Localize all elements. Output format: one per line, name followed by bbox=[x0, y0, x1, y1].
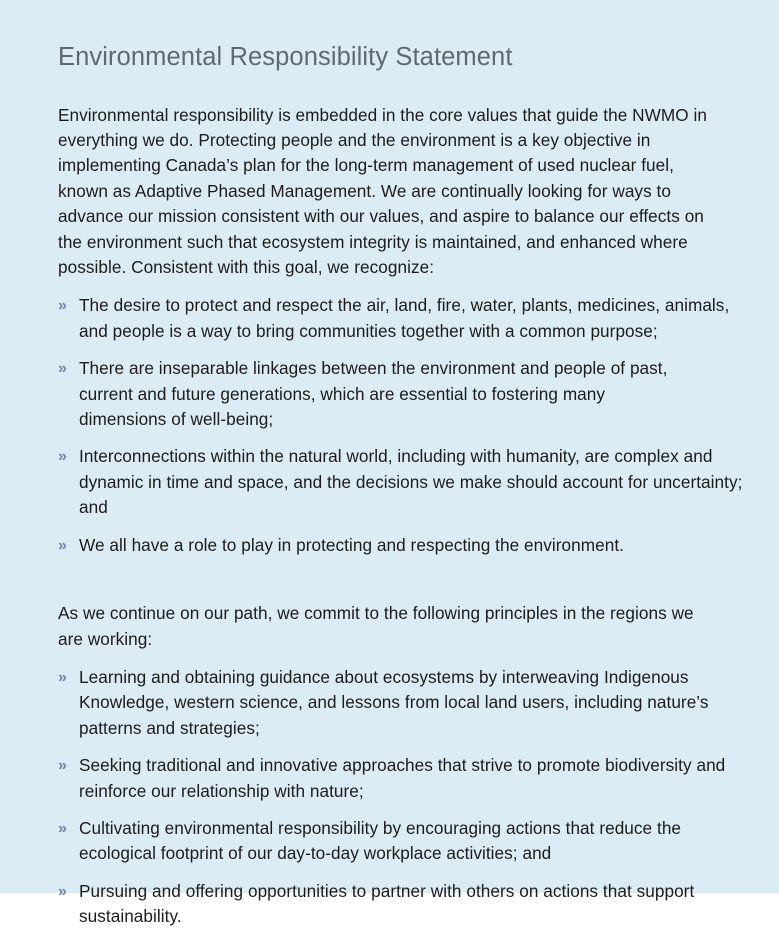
values-bullet-list bbox=[58, 293, 743, 558]
chevron-double-right-icon: » bbox=[58, 882, 67, 900]
list-item-text: Pursuing and offering opportunities to partner with others on actions that support sustainability. bbox=[79, 880, 695, 927]
list-item bbox=[58, 879, 699, 930]
chevron-double-right-icon: » bbox=[58, 757, 67, 775]
list-item bbox=[58, 444, 745, 520]
list-item-text: There are inseparable linkages between the environment and people of past, current and future generations, which are essential to fostering many dimensions of well-being; bbox=[79, 358, 668, 430]
list-item bbox=[58, 816, 739, 867]
principles-bullet-list bbox=[58, 665, 730, 930]
chevron-double-right-icon: » bbox=[58, 536, 67, 554]
chevron-double-right-icon: » bbox=[58, 819, 67, 837]
list-item-text: The desire to protect and respect the air, land, fire, water, plants, medicines, animals, and people is a way to bring communities together with a common purpose; bbox=[79, 295, 730, 341]
chevron-double-right-icon: » bbox=[58, 297, 67, 315]
list-item-text: We all have a role to play in protecting and respecting the environment. bbox=[79, 534, 625, 555]
list-item bbox=[58, 356, 693, 432]
page-title: Environmental Responsibility Statement bbox=[58, 43, 513, 71]
chevron-double-right-icon: » bbox=[58, 360, 67, 378]
intro-paragraph: Environmental responsibility is embedded in the core values that guide the NWMO in everything we do. Protecting people and the environment is a key objective in implementing Canada’s plan for the long-term management of used nuclear fuel, known as Adaptive Phased Management. We are continually looking for ways to advance our mission consistent with our values, and aspire to balance our effects on the environment such that ecosystem integrity is maintained, and enhanced where possible. Consistent with this goal, we recognize: bbox=[58, 104, 707, 278]
document-content bbox=[58, 0, 743, 930]
list-item-text: Cultivating environmental responsibility by encouraging actions that reduce the ecological footprint of our day-to-day workplace activities; and bbox=[79, 817, 682, 864]
chevron-double-right-icon: » bbox=[58, 668, 67, 686]
section-spacer bbox=[58, 558, 730, 601]
list-item bbox=[58, 665, 751, 741]
chevron-double-right-icon: » bbox=[58, 448, 67, 466]
list-item-text: Learning and obtaining guidance about ecosystems by interweaving Indigenous Knowledge, western science, and lessons from local land users, including nature’s patterns and strategies; bbox=[79, 666, 709, 738]
list-item bbox=[58, 533, 679, 558]
commitment-paragraph: As we continue on our path, we commit to the following principles in the regions we are working: bbox=[58, 603, 694, 649]
list-item-text: Interconnections within the natural world, including with humanity, are complex and dynamic in time and space, and the decisions we make should account for uncertainty; and bbox=[79, 446, 743, 518]
list-item bbox=[58, 753, 751, 804]
list-item-text: Seeking traditional and innovative approaches that strive to promote biodiversity and reinforce our relationship with nature; bbox=[79, 755, 726, 801]
list-item bbox=[58, 293, 745, 344]
